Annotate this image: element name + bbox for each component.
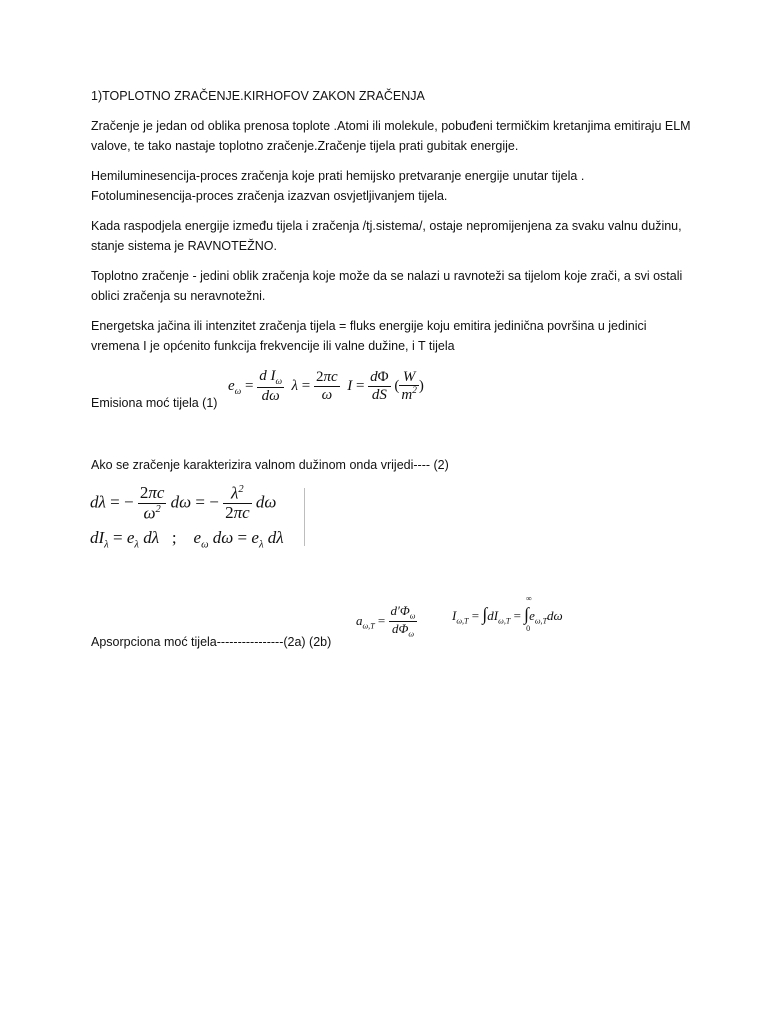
equation-dI-lambda: $dI_\lambda = e_\lambda$ dλ ; $e_\omega$ $d\omega = e_\lambda$ dλ [90, 528, 284, 551]
equation-dlambda: dλ = − $\frac{2\pi c}{\omega^2}$ dω = − $\frac{\lambda^2}{2\pi c}$ dω [90, 483, 277, 523]
paragraph-intensity: Energetska jačina ili intenzitet zračenja tijela = fluks energije koju emitira jedinična površina u jedinici vremena I je općenito funkcija frekvencije ili valne dužine, i T tijela [91, 319, 647, 353]
label-absorption-power: Apsorpciona moć tijela----------------(2a) (2b) [91, 635, 332, 649]
label-wavelength: Ako se zračenje karakterizira valnom dužinom onda vrijedi---- (2) [91, 458, 449, 472]
paragraph-chemiluminescence: Hemiluminesencija-proces zračenja koje prati hemijsko pretvaranje energije unutar tijela . [91, 169, 585, 183]
label-emission-power: Emisiona moć tijela (1) [91, 396, 218, 410]
equation-absorption: $a_{\omega,T}$ = $\frac{d'\Phi_\omega}{d\Phi_\omega}$ [356, 603, 416, 640]
equation-border [304, 488, 305, 546]
paragraph-photoluminescence: Fotoluminesencija-proces zračenja izazvan osvjetljivanjem tijela. [91, 189, 448, 203]
equation-wavelength-relation [90, 484, 284, 558]
document-heading: 1)TOPLOTNO ZRAČENJE.KIRHOFOV ZAKON ZRAČENJA [91, 89, 425, 103]
equation-integral: $I_{\omega,T} = \int dI_{\omega,T}$ = ∫ ∞ 0 $e_{\omega,T}d\omega$ [452, 594, 563, 633]
paragraph-thermal-radiation: Toplotno zračenje - jedini oblik zračenja koje može da se nalazi u ravnoteži sa tijelom koje zrači, a svi ostali oblici zračenja su neravnotežni. [91, 269, 683, 303]
paragraph-radiation-intro: Zračenje je jedan od oblika prenosa toplote .Atomi ili molekule, pobuđeni termičkim kretanjima emitiraju ELM valove, te tako nastaje toplotno zračenje.Zračenje tijela prati gubitak energije. [91, 119, 691, 153]
equation-emission: $e_\omega$ = $\frac{d I_\omega}{d\omega}$ λ = $\frac{2\pi c}{\omega}$ I = $\frac{d\Phi}{dS}$ ( $\frac{W}{m^2}$ ) [228, 368, 424, 405]
paragraph-equilibrium: Kada raspodjela energije između tijela i zračenja /tj.sistema/, ostaje nepromijenjena za svaku valnu dužinu, stanje sistema je RAVNOTEŽNO. [91, 219, 682, 253]
